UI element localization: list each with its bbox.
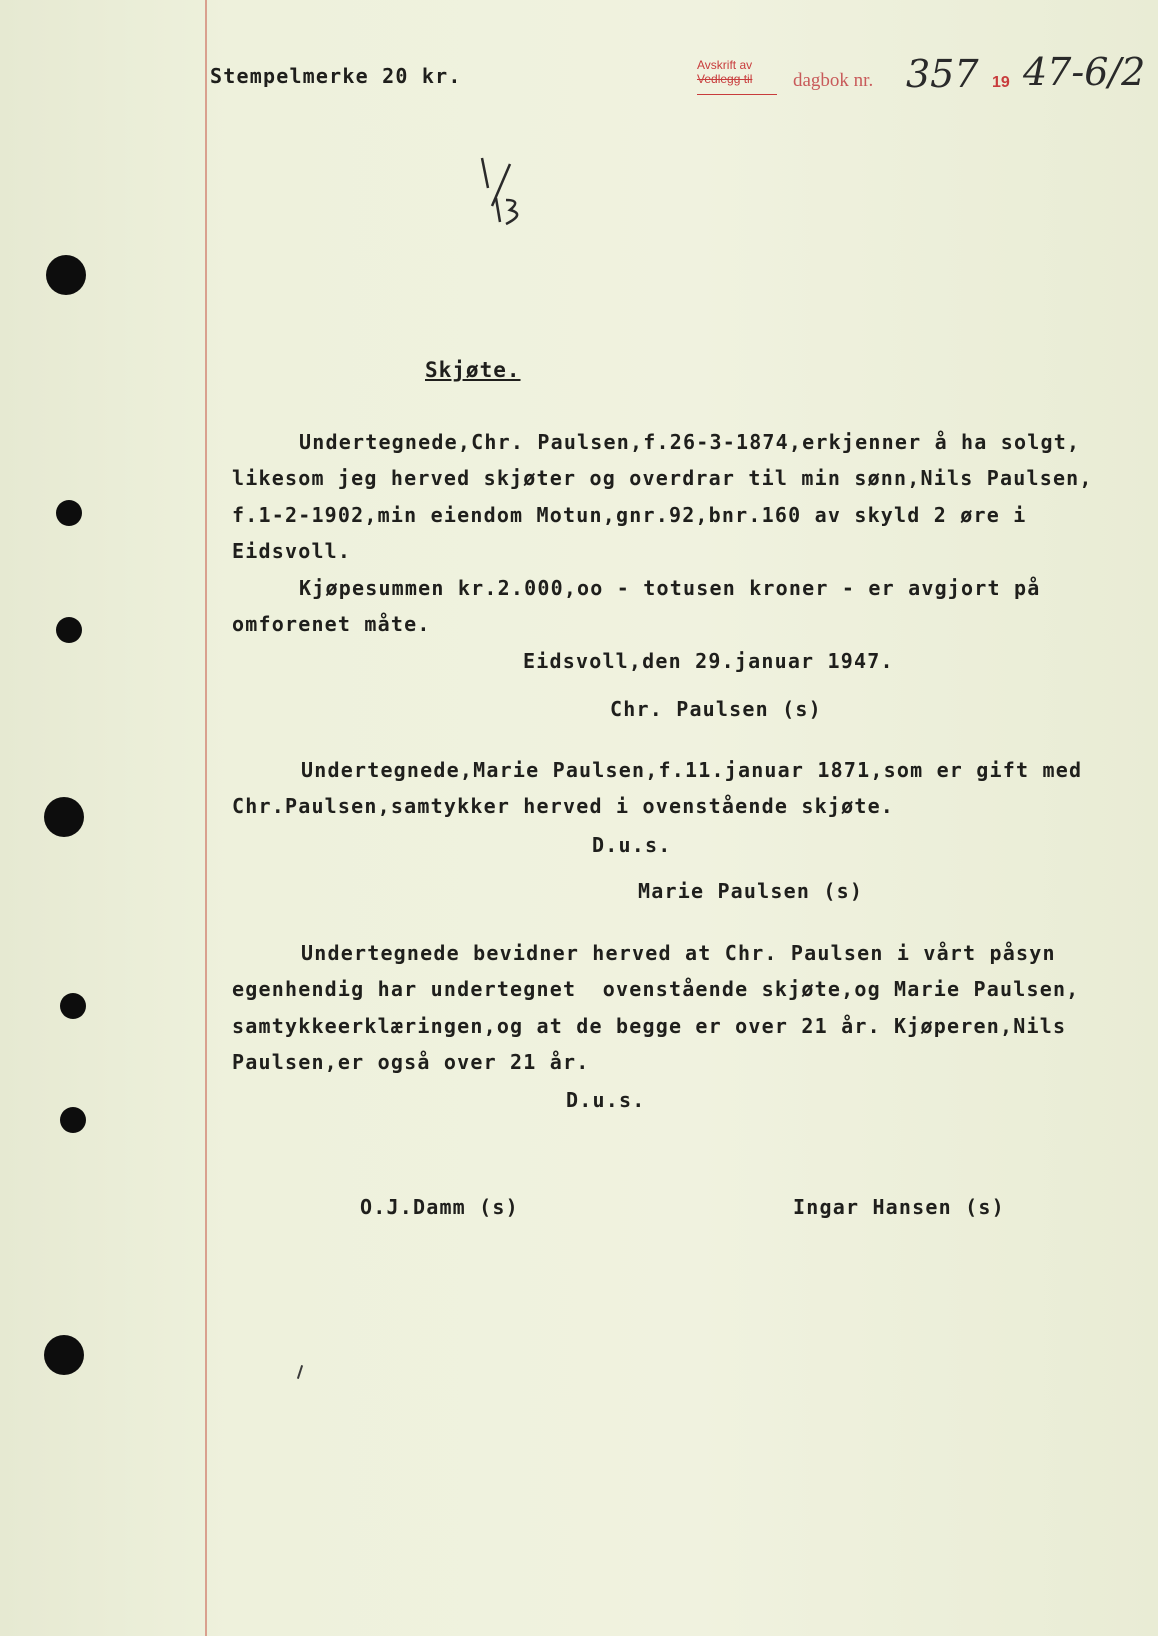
document-title: Skjøte. [425, 358, 521, 382]
body-line: samtykkeerklæringen,og at de begge er over 21 år. Kjøperen,Nils [232, 1014, 1067, 1038]
punch-hole [60, 993, 86, 1019]
body-line: Undertegnede bevidner herved at Chr. Paulsen i vårt påsyn [301, 941, 1056, 965]
punch-hole [60, 1107, 86, 1133]
body-line: Kjøpesummen kr.2.000,oo - totusen kroner - er avgjort på [299, 576, 1041, 600]
place-date-line: Eidsvoll,den 29.januar 1947. [523, 649, 894, 673]
stamp-line-avskrift: Avskrift av [697, 58, 753, 72]
stamp-duty-note: Stempelmerke 20 kr. [210, 64, 462, 88]
body-line: Undertegnede,Chr. Paulsen,f.26-3-1874,erkjenner å ha solgt, [299, 430, 1081, 454]
body-line: likesom jeg herved skjøter og overdrar til min sønn,Nils Paulsen, [232, 466, 1093, 490]
signature-spouse: Marie Paulsen (s) [638, 879, 864, 903]
stamp-line-vedlegg: Vedlegg til [697, 72, 753, 86]
stamp-century: 19 [992, 74, 1010, 91]
body-line: Undertegnede,Marie Paulsen,f.11.januar 1871,som er gift med [301, 758, 1083, 782]
registry-stamp [697, 58, 752, 86]
pencil-tick [297, 1365, 303, 1379]
punch-hole [56, 617, 82, 643]
stamp-underline [697, 94, 777, 95]
dus-line: D.u.s. [566, 1088, 646, 1112]
journal-year-date: 47-6/2 [1023, 50, 1146, 94]
stamp-dagbok-label: dagbok nr. [793, 70, 874, 91]
body-line: omforenet måte. [232, 612, 431, 636]
punch-hole [44, 797, 84, 837]
margin-rule [205, 0, 207, 1636]
dus-line: D.u.s. [592, 833, 672, 857]
handwritten-folio-mark [470, 150, 530, 230]
punch-hole [46, 255, 86, 295]
body-line: Paulsen,er også over 21 år. [232, 1050, 590, 1074]
body-line: egenhendig har undertegnet ovenstående skjøte,og Marie Paulsen, [232, 977, 1080, 1001]
punch-hole [56, 500, 82, 526]
body-line: f.1-2-1902,min eiendom Motun,gnr.92,bnr.160 av skyld 2 øre i [232, 503, 1027, 527]
body-line: Eidsvoll. [232, 539, 352, 563]
body-line: Chr.Paulsen,samtykker herved i ovenstående skjøte. [232, 794, 895, 818]
punch-hole [44, 1335, 84, 1375]
signature-seller: Chr. Paulsen (s) [610, 697, 822, 721]
journal-number: 357 [906, 52, 979, 96]
signature-witness-1: O.J.Damm (s) [360, 1195, 519, 1219]
signature-witness-2: Ingar Hansen (s) [793, 1195, 1005, 1219]
